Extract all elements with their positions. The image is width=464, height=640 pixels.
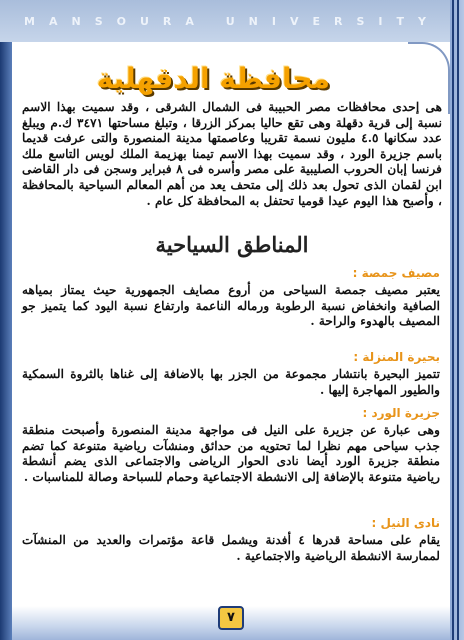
header-stripe — [0, 0, 464, 42]
intro-paragraph: هى إحدى محافظات مصر الحبيبة فى الشمال الشرقى ، وقد سميت بهذا الاسم نسبة إلى قرية دقهلة وهى تقع حاليا بمركز الزرقا ، وتبلغ مساحتها ٣٤٧١ ك.م ويبلغ عدد سكانها ٤.٥ مليون نسمة تقريبا وعاصمتها مدينة المنصورة والتى عرفت قديما باسم جزيرة الورد ، وقد سميت بهذا الاسم تيمنا بهزيمة الملك لويس التاسع ملك فرنسا إبان الحروب الصليبية على مصر وأسره فى ٨ فبراير وسجن فى دار القاضى ابن لقمان الذى تحول بعد ذلك إلى متحف يعد من أهم المعالم السياحية بالمحافظة ، وأصبح هذا اليوم عيدا قوميا تحتفل به المحافظة كل عام . — [22, 100, 443, 208]
section-text: وهى عبارة عن جزيرة على النيل فى مواجهة مدينة المنصورة وأصبحت منطقة جذب سياحى مهم نظرا لما تحتويه من حدائق ومنشآت رياضية متنوعة كما تضم منطقة جزيرة الورد أيضا نادى الحوار الرياضى والاجتماعى الذى يضم أنشطة رياضية متنوعة بالإضافة إلى الانشطة الاجتماعية وحمام للسباحة وصالة للمناسبات . — [22, 423, 440, 484]
university-name: MANSOURA UNIVERSITY — [24, 15, 440, 28]
section-text: تتميز البحيرة بانتشار مجموعة من الجزر بها بالاضافة إلى غناها بالثروة السمكية والطيور المهاجرة إليها . — [22, 367, 440, 397]
section-text: يعتبر مصيف جمصة السياحى من أروع مصايف الجمهورية حيث يمتاز بمياهه الصافية وانخفاض نسبة الرطوبة ورماله الناعمة وارتفاع نسبة اليود كما يتميز جو المصيف بالهدوء والراحة . — [22, 283, 440, 329]
page-title: محافظة الدقهلية — [96, 62, 330, 95]
right-border — [450, 0, 464, 640]
intro-block — [22, 100, 442, 209]
section-heading: المناطق السياحية — [155, 232, 309, 257]
section-gezira-elward — [22, 406, 440, 485]
section-title: بحيرة المنزلة : — [353, 350, 440, 364]
section-nile-club — [22, 516, 440, 564]
section-title: مصيف جمصة : — [352, 266, 440, 280]
section-title: نادى النيل : — [371, 516, 440, 530]
section-text: يقام على مساحة قدرها ٤ أفدنة ويشمل قاعة مؤتمرات والعديد من المنشآت لممارسة الانشطة الرياضية والاجتماعية . — [22, 533, 441, 563]
left-border — [0, 42, 12, 640]
page-number: ٧ — [218, 606, 244, 630]
section-manzala — [22, 350, 440, 398]
section-gamasa — [22, 266, 440, 330]
section-title: جزيرة الورد : — [362, 406, 440, 420]
